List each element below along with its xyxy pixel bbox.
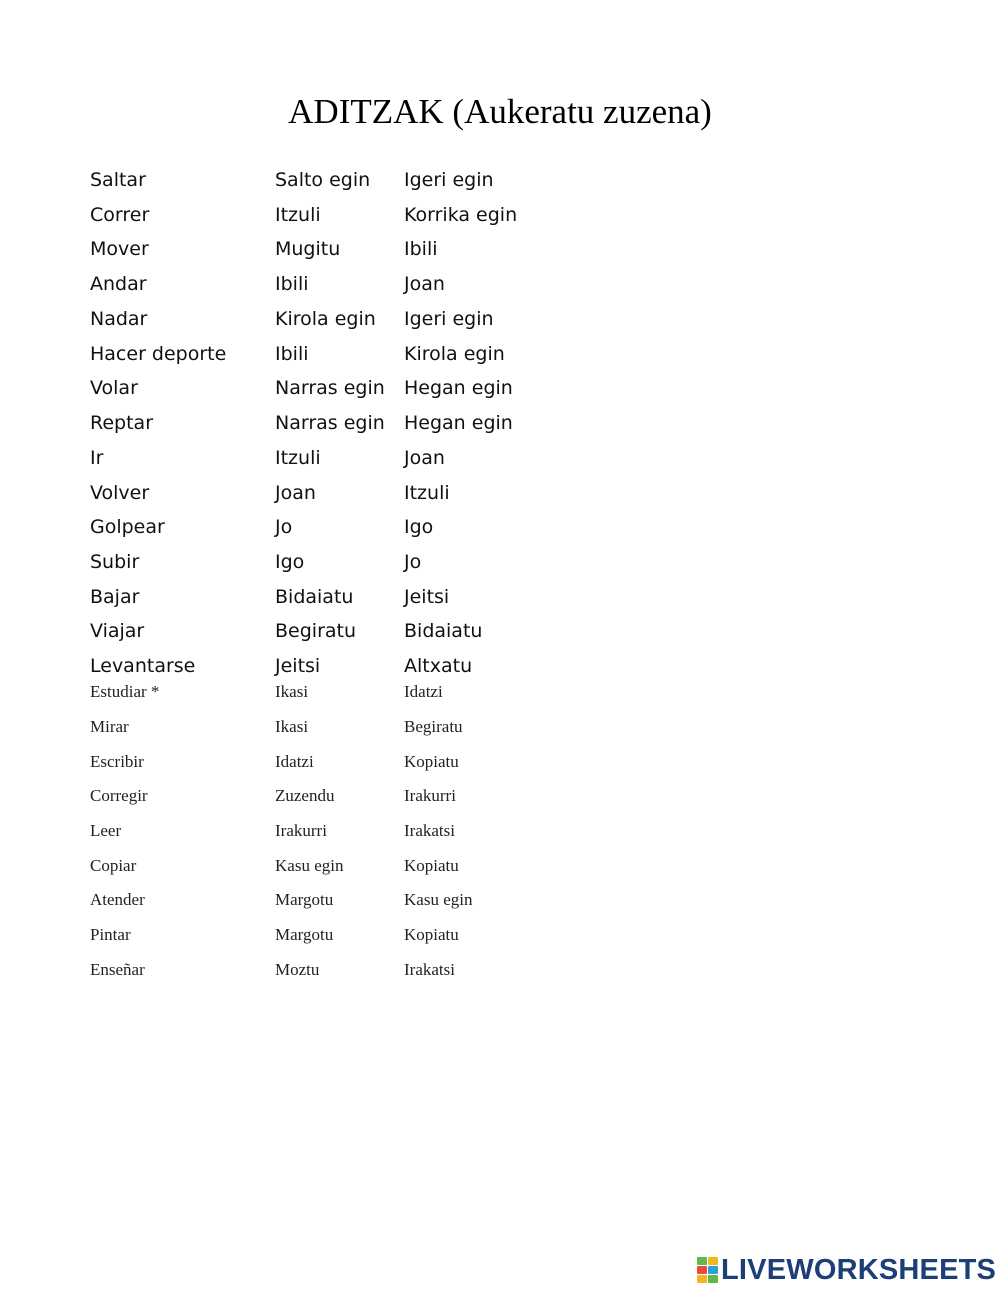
logo-block xyxy=(697,1266,707,1274)
table-row xyxy=(0,821,1000,851)
option-b[interactable]: Irakatsi xyxy=(404,821,455,840)
option-a[interactable]: Mugitu xyxy=(275,238,341,260)
table-row xyxy=(0,682,1000,712)
logo-block xyxy=(708,1275,718,1283)
option-b[interactable]: Jo xyxy=(404,551,422,573)
verb-label: Hacer deporte xyxy=(90,343,227,365)
option-b[interactable]: Kopiatu xyxy=(404,925,459,944)
verb-label: Volver xyxy=(90,482,150,504)
option-b[interactable]: Korrika egin xyxy=(404,204,518,226)
table-row xyxy=(0,343,1000,373)
option-b[interactable]: Kopiatu xyxy=(404,856,459,875)
verb-label: Bajar xyxy=(90,586,140,608)
option-b[interactable]: Idatzi xyxy=(404,682,443,701)
table-row xyxy=(0,786,1000,816)
table-row xyxy=(0,620,1000,650)
option-a[interactable]: Bidaiatu xyxy=(275,586,354,608)
option-a[interactable]: Ibili xyxy=(275,343,309,365)
table-row xyxy=(0,586,1000,616)
option-b[interactable]: Irakatsi xyxy=(404,960,455,979)
logo-block xyxy=(708,1257,718,1265)
table-row xyxy=(0,925,1000,955)
page-title: ADITZAK (Aukeratu zuzena) xyxy=(288,92,712,131)
table-row xyxy=(0,169,1000,199)
verb-label: Ir xyxy=(90,447,104,469)
option-a[interactable]: Salto egin xyxy=(275,169,371,191)
option-b[interactable]: Joan xyxy=(404,447,445,469)
table-row xyxy=(0,204,1000,234)
option-b[interactable]: Jeitsi xyxy=(404,586,450,608)
option-a[interactable]: Joan xyxy=(275,482,316,504)
option-a[interactable]: Begiratu xyxy=(275,620,357,642)
logo-text: LIVEWORKSHEETS xyxy=(721,1254,997,1286)
verb-label: Andar xyxy=(90,273,147,295)
table-row xyxy=(0,655,1000,685)
option-b[interactable]: Hegan egin xyxy=(404,377,513,399)
table-row xyxy=(0,717,1000,747)
table-row xyxy=(0,273,1000,303)
option-b[interactable]: Itzuli xyxy=(404,482,450,504)
option-a[interactable]: Margotu xyxy=(275,890,334,909)
table-row xyxy=(0,856,1000,886)
option-b[interactable]: Altxatu xyxy=(404,655,473,677)
table-row xyxy=(0,447,1000,477)
verb-label: Correr xyxy=(90,204,150,226)
option-a[interactable]: Moztu xyxy=(275,960,320,979)
table-row xyxy=(0,752,1000,782)
option-b[interactable]: Igeri egin xyxy=(404,169,494,191)
table-row xyxy=(0,960,1000,990)
option-b[interactable]: Kasu egin xyxy=(404,890,473,909)
table-row xyxy=(0,551,1000,581)
option-a[interactable]: Ikasi xyxy=(275,682,309,701)
verb-label: Corregir xyxy=(90,786,148,805)
verb-label: Estudiar * xyxy=(90,682,160,701)
verb-label: Subir xyxy=(90,551,140,573)
verb-label: Pintar xyxy=(90,925,131,944)
option-a[interactable]: Itzuli xyxy=(275,447,321,469)
option-a[interactable]: Igo xyxy=(275,551,305,573)
option-b[interactable]: Igeri egin xyxy=(404,308,494,330)
verb-label: Volar xyxy=(90,377,138,399)
verb-label: Enseñar xyxy=(90,960,145,979)
verb-label: Copiar xyxy=(90,856,137,875)
table-row xyxy=(0,308,1000,338)
option-a[interactable]: Jeitsi xyxy=(275,655,321,677)
logo-block xyxy=(708,1266,718,1274)
verb-label: Reptar xyxy=(90,412,154,434)
table-row xyxy=(0,516,1000,546)
option-b[interactable]: Begiratu xyxy=(404,717,463,736)
option-a[interactable]: Kasu egin xyxy=(275,856,344,875)
table-row xyxy=(0,482,1000,512)
table-row xyxy=(0,238,1000,268)
option-a[interactable]: Margotu xyxy=(275,925,334,944)
option-a[interactable]: Zuzendu xyxy=(275,786,335,805)
verb-label: Levantarse xyxy=(90,655,196,677)
verb-label: Mirar xyxy=(90,717,129,736)
liveworksheets-logo xyxy=(697,1255,996,1285)
logo-block xyxy=(697,1275,707,1283)
option-b[interactable]: Irakurri xyxy=(404,786,456,805)
option-a[interactable]: Jo xyxy=(275,516,293,538)
table-row xyxy=(0,377,1000,407)
option-b[interactable]: Kirola egin xyxy=(404,343,505,365)
verb-label: Leer xyxy=(90,821,122,840)
verb-label: Saltar xyxy=(90,169,146,191)
table-row xyxy=(0,890,1000,920)
option-a[interactable]: Ikasi xyxy=(275,717,309,736)
option-b[interactable]: Hegan egin xyxy=(404,412,513,434)
option-a[interactable]: Itzuli xyxy=(275,204,321,226)
logo-block xyxy=(697,1257,707,1265)
option-a[interactable]: Ibili xyxy=(275,273,309,295)
verb-label: Atender xyxy=(90,890,145,909)
verb-label: Viajar xyxy=(90,620,145,642)
option-b[interactable]: Bidaiatu xyxy=(404,620,483,642)
option-a[interactable]: Narras egin xyxy=(275,377,385,399)
option-a[interactable]: Narras egin xyxy=(275,412,385,434)
option-a[interactable]: Irakurri xyxy=(275,821,327,840)
option-b[interactable]: Ibili xyxy=(404,238,438,260)
verb-label: Golpear xyxy=(90,516,165,538)
option-b[interactable]: Igo xyxy=(404,516,434,538)
verb-label: Escribir xyxy=(90,752,144,771)
table-row xyxy=(0,412,1000,442)
verb-label: Mover xyxy=(90,238,149,260)
option-b[interactable]: Kopiatu xyxy=(404,752,459,771)
option-a[interactable]: Kirola egin xyxy=(275,308,376,330)
verb-label: Nadar xyxy=(90,308,148,330)
option-b[interactable]: Joan xyxy=(404,273,445,295)
option-a[interactable]: Idatzi xyxy=(275,752,314,771)
logo-blocks-icon xyxy=(697,1257,718,1283)
